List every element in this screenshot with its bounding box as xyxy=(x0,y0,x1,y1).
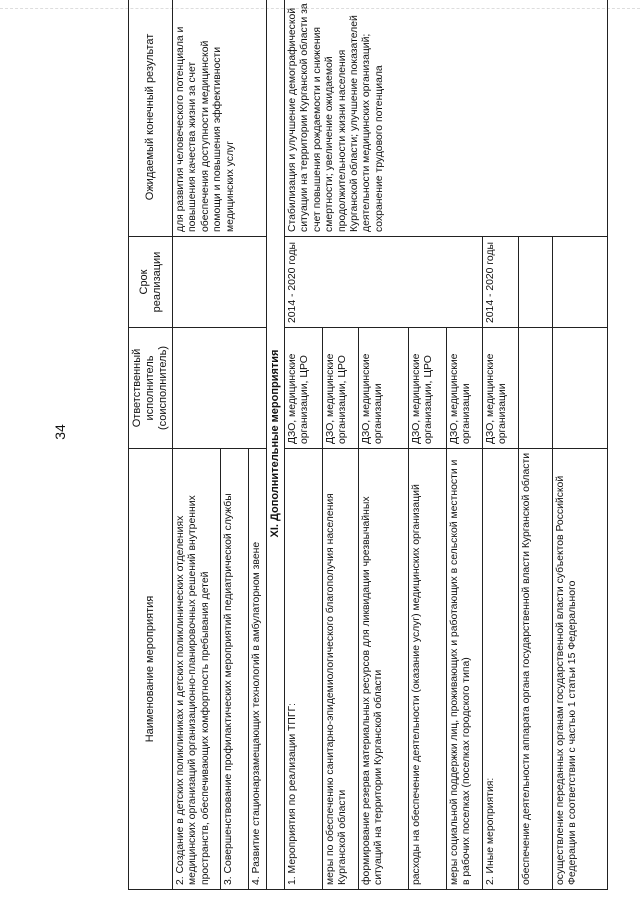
table-row xyxy=(285,0,323,890)
measures-table xyxy=(128,0,608,890)
section-title: XI. Дополнительные мероприятия xyxy=(267,0,285,890)
row-executor: ДЗО, медицинские организации, ЦРО xyxy=(323,328,359,449)
header-row xyxy=(129,0,173,890)
row-name: обеспечение деятельности аппарата органа государственной власти Курганской области xyxy=(519,449,553,890)
rotated-page xyxy=(128,3,608,890)
row-name: 2. Иные мероприятия: xyxy=(483,449,519,890)
section-result: Стабилизация и улучшение демографической ситуации на территории Курганской области за счет повышения рождаемости и снижения смертности; увеличение ожидаемой продолжительности жизни населения Курганской области; улучшение показателей деятельности медицинских организаций; сохранение трудового потенциала xyxy=(285,0,608,237)
header-name: Наименование мероприятия xyxy=(129,449,173,890)
row-term xyxy=(173,237,267,328)
row-executor xyxy=(173,328,267,449)
row-executor: ДЗО, медицинские организации, ЦРО xyxy=(409,328,447,449)
row-name: меры по обеспечению санитарно-эпидемиологического благополучия населения Курганской области xyxy=(323,449,359,890)
row-name: осуществление переданных органам государственной власти субъектов Российской Федерации в соответствии с частью 1 статьи 15 Федерального xyxy=(553,449,608,890)
row-executor: ДЗО, медицинские организации xyxy=(359,328,409,449)
row-term xyxy=(519,237,553,328)
row-term: 2014 - 2020 годы xyxy=(285,237,483,328)
row-name: расходы на обеспечение деятельности (оказание услуг) медицинских организаций xyxy=(409,449,447,890)
page-number: 34 xyxy=(51,424,68,440)
row-name: 1. Мероприятия по реализации ТПГГ: xyxy=(285,449,323,890)
row-executor: ДЗО, медицинские организации xyxy=(447,328,483,449)
row-executor: ДЗО, медицинские организации xyxy=(483,328,519,449)
header-result: Ожидаемый конечный результат xyxy=(129,0,173,237)
row-executor xyxy=(553,328,608,449)
row-executor: ДЗО, медицинские организации, ЦРО xyxy=(285,328,323,449)
row-name: 2. Создание в детских поликлиниках и детских поликлинических отделениях медицинских организаций организационно-планировочных решений внутренних пространств, обеспечивающих комфортность пребывания детей xyxy=(173,449,221,890)
table-sheet xyxy=(128,3,608,890)
row-executor xyxy=(519,328,553,449)
row-name: формирование резерва материальных ресурсов для ликвидации чрезвычайных ситуаций на территории Курганской области xyxy=(359,449,409,890)
row-name: меры социальной поддержки лиц, проживающих и работающих в сельской местности и в рабочих поселках (поселках городского типа) xyxy=(447,449,483,890)
header-term: Срок реализации xyxy=(129,237,173,328)
table-row xyxy=(173,0,221,890)
row-name: 3. Совершенствование профилактических мероприятий педиатрической службы xyxy=(221,449,249,890)
header-executor: Ответственный исполнитель (соисполнитель) xyxy=(129,328,173,449)
row-result: для развития человеческого потенциала и повышения качества жизни за счет обеспечения доступности медицинской помощи и повышения эффективности медицинских услуг xyxy=(173,0,267,237)
row-name: 4. Развитие стационарзамещающих технологий в амбулаторном звене xyxy=(249,449,267,890)
row-term: 2014 - 2020 годы xyxy=(483,237,519,328)
section-row xyxy=(267,0,285,890)
row-term xyxy=(553,237,608,328)
